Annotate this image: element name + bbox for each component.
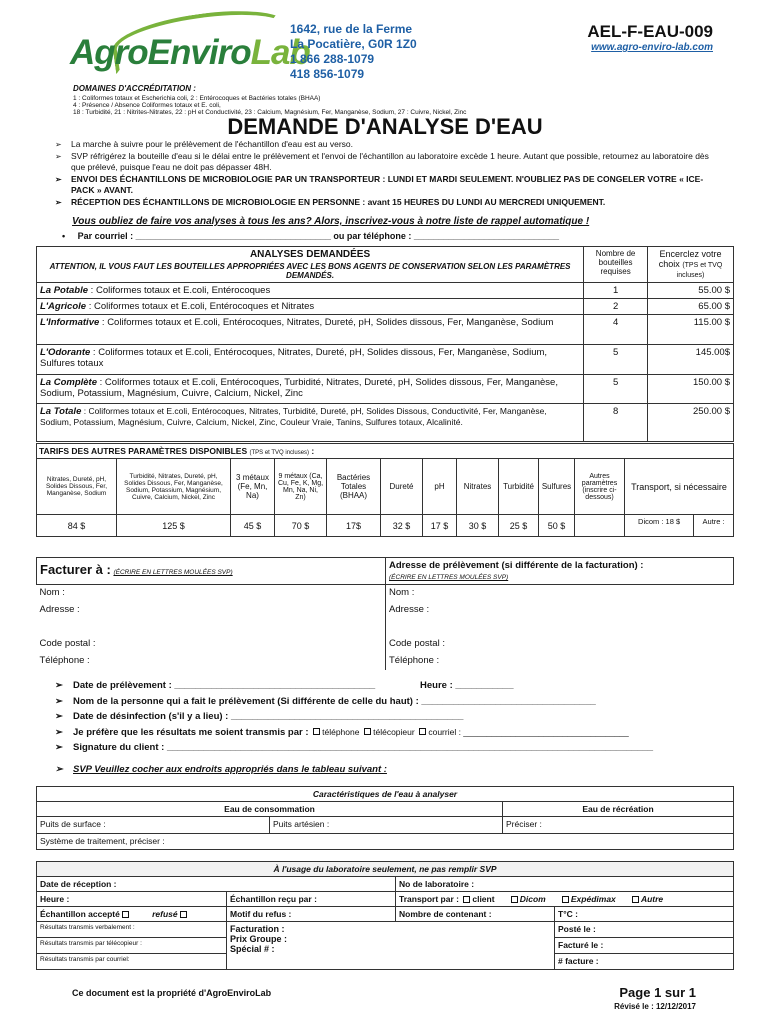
analysis-detail: : Coliformes totaux et E.coli, Entérocoques, Nitrates, Dureté, pH, Solides dissous, Fer, Manganèse, Sodium, Sulfures totaux: [40, 347, 548, 369]
analysis-row[interactable]: [37, 375, 734, 404]
analysis-name: L'Informative: [40, 317, 100, 328]
fax-checkbox[interactable]: [364, 728, 371, 735]
sampling-phone-field[interactable]: [386, 653, 734, 670]
analysis-name: La Potable: [40, 285, 89, 296]
bottles-header: Nombre de bouteilles requises: [584, 247, 648, 283]
analysis-bottles: 5: [584, 375, 648, 404]
tarif-price: 125 $: [117, 515, 231, 537]
label: télécopieur: [373, 726, 415, 737]
tarif-header: Sulfures: [539, 459, 575, 515]
billing-title-cell: [37, 558, 386, 585]
lab-number: No de laboratoire :: [396, 877, 734, 892]
page-title: DEMANDE D'ANALYSE D'EAU: [227, 114, 543, 139]
analysis-price[interactable]: 55.00 $: [648, 283, 734, 299]
address-line: La Pocatière, G0R 1Z0: [290, 37, 417, 51]
analysis-bottles: 8: [584, 404, 648, 442]
artesian-well-field[interactable]: Puits artésien :: [270, 817, 503, 834]
sampling-time-label: Heure : ___________: [420, 680, 514, 691]
billing-address-field[interactable]: [37, 602, 386, 619]
tarif-header: 3 métaux (Fe, Mn, Na): [231, 459, 275, 515]
address-line: 1642, rue de la Ferme: [290, 22, 413, 36]
analysis-row[interactable]: [37, 345, 734, 375]
tarifs-title: TARIFS DES AUTRES PARAMÈTRES DISPONIBLES: [39, 446, 248, 456]
tarifs-table: [36, 443, 734, 537]
analysis-name: La Complète: [40, 377, 98, 388]
analysis-desc: [37, 315, 584, 345]
sampling-name-field[interactable]: [386, 585, 734, 602]
tarif-price: 70 $: [275, 515, 327, 537]
instruction-item: ➢ SVP réfrigérez la bouteille d'eau si le délai entre le prélèvement et l'envoi de l'échantillon au laboratoire excède 1 heure. Autant que possible, retournez au laboratoire dès que prélevé, puisque l'eau ne doit pas dépasser 48H.: [55, 151, 720, 174]
sampling-postal-field[interactable]: [386, 636, 734, 653]
tarif-price: 45 $: [231, 515, 275, 537]
analyses-attention: ATTENTION, IL VOUS FAUT LES BOUTEILLES APPROPRIÉES AVEC LES BONS AGENTS DE CONSERVATION SELON LES PARAMÈTRES DEMANDÉS.: [49, 262, 571, 280]
label: Nom :: [389, 587, 415, 598]
tarif-price: 84 $: [37, 515, 117, 537]
analyses-header: [37, 247, 584, 283]
analysis-detail: : Coliformes totaux et E.coli, Entérocoques: [88, 285, 271, 296]
invoiced-date: Facturé le :: [555, 938, 734, 954]
tarif-header: Transport, si nécessaire: [625, 459, 734, 515]
tarif-header: Nitrates: [457, 459, 499, 515]
refused-checkbox: [180, 911, 187, 918]
analysis-price[interactable]: 115.00 $: [648, 315, 734, 345]
analysis-bottles: 4: [584, 315, 648, 345]
analysis-detail: : Coliformes totaux et E.coli, Entérocoques et Nitrates: [86, 301, 315, 312]
invoice-number: # facture :: [555, 954, 734, 970]
sampling-address-note: (ÉCRIRE EN LETTRES MOULÉES SVP): [389, 574, 509, 581]
label: Expédimax: [570, 894, 616, 904]
label: refusé: [152, 909, 178, 919]
sampling-address-title-cell: [386, 558, 734, 585]
label: Date de prélèvement : ______________________________________: [73, 680, 376, 691]
accepted-checkbox: [122, 911, 129, 918]
label: Nom :: [39, 587, 65, 598]
phone-checkbox[interactable]: [313, 728, 320, 735]
analysis-price[interactable]: 150.00 $: [648, 375, 734, 404]
label: client: [472, 894, 495, 904]
tarif-header: Bactéries Totales (BHAA): [327, 459, 381, 515]
analysis-desc: [37, 345, 584, 375]
reminder-text: Vous oubliez de faire vos analyses à tous les ans? Alors, inscrivez-vous à notre liste de rappel automatique !: [72, 216, 590, 227]
tarif-header: Turbidité: [499, 459, 539, 515]
analysis-detail: : Coliformes totaux et E.coli, Entérocoques, Nitrates, Dureté, pH, Solides dissous, Fer, Manganèse, Sodium: [99, 317, 554, 328]
tarif-price: Dicom : 18 $: [625, 515, 694, 537]
analysis-desc: [37, 299, 584, 315]
website-link[interactable]: www.agro-enviro-lab.com: [591, 42, 713, 53]
tarif-price: 30 $: [457, 515, 499, 537]
label: Code postal :: [39, 637, 96, 649]
accreditation-line: 1 : Coliformes totaux et Escherichia coli, 2 : Entérocoques et Bactéries totales (BHAA): [73, 95, 321, 102]
price-header-note: (TPS et TVQ incluses): [676, 262, 723, 279]
received-by: Échantillon reçu par :: [227, 892, 396, 907]
surface-well-field[interactable]: Puits de surface :: [37, 817, 270, 834]
revision-date: Révisé le : 12/12/2017: [614, 1002, 696, 1011]
sampler-name-field[interactable]: ➢ Nom de la personne qui a fait le prélèvement (Si différente de celle du haut) : _________________________________: [55, 694, 735, 710]
label: téléphone: [322, 726, 360, 737]
accreditation-line: 4 : Présence / Absence Coliformes totaux et E. coli,: [73, 102, 221, 109]
lab-title: À l'usage du laboratoire seulement, ne pas remplir SVP: [37, 862, 734, 877]
tarif-price[interactable]: Autre :: [694, 515, 734, 537]
lab-use-table: [36, 861, 734, 970]
label: Transport par :: [399, 894, 459, 904]
accreditation-title: DOMAINES D'ACCRÉDITATION :: [73, 84, 196, 93]
page-number: Page 1 sur 1: [619, 985, 696, 1000]
label: Échantillon accepté: [40, 909, 120, 919]
analyses-table: [36, 246, 734, 442]
consumption-header: Eau de consommation: [37, 802, 503, 817]
temperature: T°C :: [555, 907, 734, 922]
billing-note: (ÉCRIRE EN LETTRES MOULÉES SVP): [113, 569, 233, 576]
company-logo: AgroEnviroLab: [70, 33, 310, 72]
label: Code postal :: [389, 637, 445, 649]
sampling-address-field[interactable]: [386, 602, 734, 619]
tarif-price: 25 $: [499, 515, 539, 537]
reception-date: Date de réception :: [37, 877, 396, 892]
billing-table: [36, 557, 734, 670]
analysis-price[interactable]: 65.00 $: [648, 299, 734, 315]
results-preference: [55, 725, 735, 741]
accreditation-line: 18 : Turbidité, 21 : Nitrites-Nitrates, 22 : pH et Conductivité, 23 : Calcium, Magnésium, Fer, Manganèse, Sodium, 27 : Cuivre, Nickel, Zinc: [73, 109, 467, 116]
phone-line: 1 866 288-1079: [290, 52, 375, 66]
ownership-note: Ce document est la propriété d'AgroEnviroLab: [72, 988, 272, 998]
sampling-address-title: Adresse de prélèvement (si différente de la facturation) :: [389, 560, 644, 571]
tarif-header: pH: [423, 459, 457, 515]
tarif-price: 17 $: [423, 515, 457, 537]
instruction-item: ➢ La marche à suivre pour le prélèvement de l'échantillon d'eau est au verso.: [55, 139, 720, 151]
analysis-detail: : Coliformes totaux et E.coli, Entérocoques, Turbidité, Nitrates, Dureté, pH, Solides dissous, Fer, Manganèse, Sodium, Potassium, Magnésium, Cuivre, Calcium, Nickel, Zinc: [40, 377, 558, 399]
carac-title: Caractéristiques de l'eau à analyser: [37, 787, 734, 802]
tarifs-title-cell: TARIFS DES AUTRES PARAMÈTRES DISPONIBLES (TPS et TVQ incluses) :: [37, 444, 734, 459]
analysis-name: La Totale: [40, 406, 82, 417]
billing-address-extra[interactable]: [37, 619, 386, 636]
sampling-date-field[interactable]: [55, 678, 735, 694]
label: Facturation :: [230, 924, 285, 934]
analysis-desc: [37, 283, 584, 299]
tarif-price: 50 $: [539, 515, 575, 537]
tarifs-note: (TPS et TVQ incluses): [249, 450, 310, 456]
posted-date: Posté le :: [555, 922, 734, 938]
tarif-header: Turbidité, Nitrates, Dureté, pH, Solides Dissous, Fer, Manganèse, Sodium, Potassium, Magnésium, Cuivre, Calcium, Nickel, Zinc: [117, 459, 231, 515]
tarif-header: Nitrates, Dureté, pH, Solides Dissous, Fer, Manganèse, Sodium: [37, 459, 117, 515]
analysis-desc: [37, 404, 584, 442]
billing-group: [227, 922, 555, 970]
billing-phone-field[interactable]: [37, 653, 386, 670]
water-characteristics-table: [36, 786, 734, 850]
label: Je préfère que les résultats me soient transmis par :: [73, 726, 309, 738]
document-id: AEL-F-EAU-009: [587, 22, 713, 41]
recreation-specify-field[interactable]: Préciser :: [503, 817, 734, 834]
expedimax-checkbox: [562, 896, 569, 903]
label: courriel : ___________________________________: [428, 726, 629, 737]
price-header: [648, 247, 734, 283]
reminder-contact-field[interactable]: • Par courriel : _______________________________________ ou par téléphone : _____________________________: [62, 231, 560, 241]
reception-time: Heure :: [37, 892, 227, 907]
recreation-header: Eau de récréation: [503, 802, 734, 817]
label: Dicom: [519, 894, 546, 904]
tarif-header: Dureté: [381, 459, 423, 515]
analysis-row[interactable]: [37, 315, 734, 345]
instruction-item: ➢ RÉCEPTION DES ÉCHANTILLONS DE MICROBIOLOGIE EN PERSONNE : avant 15 HEURES DU LUNDI AU MERCREDI UNIQUEMENT.: [55, 197, 720, 209]
refusal-reason: Motif du refus :: [227, 907, 396, 922]
analysis-name: L'Odorante: [40, 347, 91, 358]
instruction-item: ➢ ENVOI DES ÉCHANTILLONS DE MICROBIOLOGIE PAR UN TRANSPORTEUR : LUNDI ET MARDI SEULEMENT. N'OUBLIEZ PAS DE CONGELER VOTRE « ICE-PACK » AVANT.: [55, 174, 720, 197]
label: Adresse :: [39, 603, 80, 615]
label: Autre: [640, 894, 664, 904]
instructions-list: [55, 139, 720, 208]
fax-results: Résultats transmis par télécopieur :: [37, 938, 227, 954]
tarif-price[interactable]: [575, 515, 625, 537]
price-header-label: Encerclez votre choix: [658, 249, 722, 269]
phone-line: 418 856-1079: [290, 67, 365, 81]
analysis-row[interactable]: [37, 283, 734, 299]
tarif-header: Autres paramètres (inscrire ci-dessous): [575, 459, 625, 515]
dicom-checkbox: [511, 896, 518, 903]
label: Téléphone :: [389, 654, 440, 666]
label: Spécial # :: [230, 944, 275, 954]
check-instruction: ➢ SVP Veuillez cocher aux endroits appropriés dans le tableau suivant :: [55, 762, 735, 778]
verbal-results: Résultats transmis verbalement :: [37, 922, 227, 938]
transport-options: [396, 892, 734, 907]
sampling-address-extra[interactable]: [386, 619, 734, 636]
label: Téléphone :: [39, 654, 90, 666]
accepted-refused: [37, 907, 227, 922]
label: Prix Groupe :: [230, 934, 288, 944]
tarif-header: 9 métaux (Ca, Cu, Fe, K, Mg, Mn, Na, Ni, Zn): [275, 459, 327, 515]
sampling-info: [55, 678, 735, 777]
analysis-price[interactable]: 145.00$: [648, 345, 734, 375]
analysis-row[interactable]: [37, 299, 734, 315]
email-checkbox[interactable]: [419, 728, 426, 735]
analysis-detail: : Coliformes totaux et E.coli, Entérocoques, Nitrates, Turbidité, Dureté, pH, Solides Dissous, Conductivité, Fer, Manganèse, Sodium, Potassium, Magnésium, Cuivre, Calcium, Nickel, Zinc, Couleur Vraie, Tanins, Sulfures totaux, Alcalinité.: [40, 406, 547, 427]
client-checkbox: [463, 896, 470, 903]
treatment-system-field[interactable]: Système de traitement, préciser :: [37, 834, 734, 850]
reminder-contact-label: Par courriel : _______________________________________ ou par téléphone : _____________________________: [77, 231, 560, 241]
analysis-row[interactable]: [37, 404, 734, 442]
analysis-name: L'Agricole: [40, 301, 87, 312]
company-address: [290, 22, 417, 82]
billing-title: Facturer à :: [40, 562, 111, 577]
tarif-price: 32 $: [381, 515, 423, 537]
analysis-bottles: 5: [584, 345, 648, 375]
analyses-title: ANALYSES DEMANDÉES: [249, 249, 371, 260]
label: Adresse :: [389, 603, 430, 615]
email-results: Résultats transmis par courriel:: [37, 954, 227, 970]
analysis-desc: [37, 375, 584, 404]
autre-checkbox: [632, 896, 639, 903]
analysis-bottles: 1: [584, 283, 648, 299]
disinfection-date-field[interactable]: ➢ Date de désinfection (s'il y a lieu) : ____________________________________________: [55, 709, 735, 725]
billing-postal-field[interactable]: [37, 636, 386, 653]
signature-field[interactable]: ➢ Signature du client : ____________________________________________________________________________________________: [55, 740, 735, 756]
billing-name-field[interactable]: [37, 585, 386, 602]
analysis-bottles: 2: [584, 299, 648, 315]
container-count: Nombre de contenant :: [396, 907, 555, 922]
analysis-price[interactable]: 250.00 $: [648, 404, 734, 442]
tarif-price: 17$: [327, 515, 381, 537]
